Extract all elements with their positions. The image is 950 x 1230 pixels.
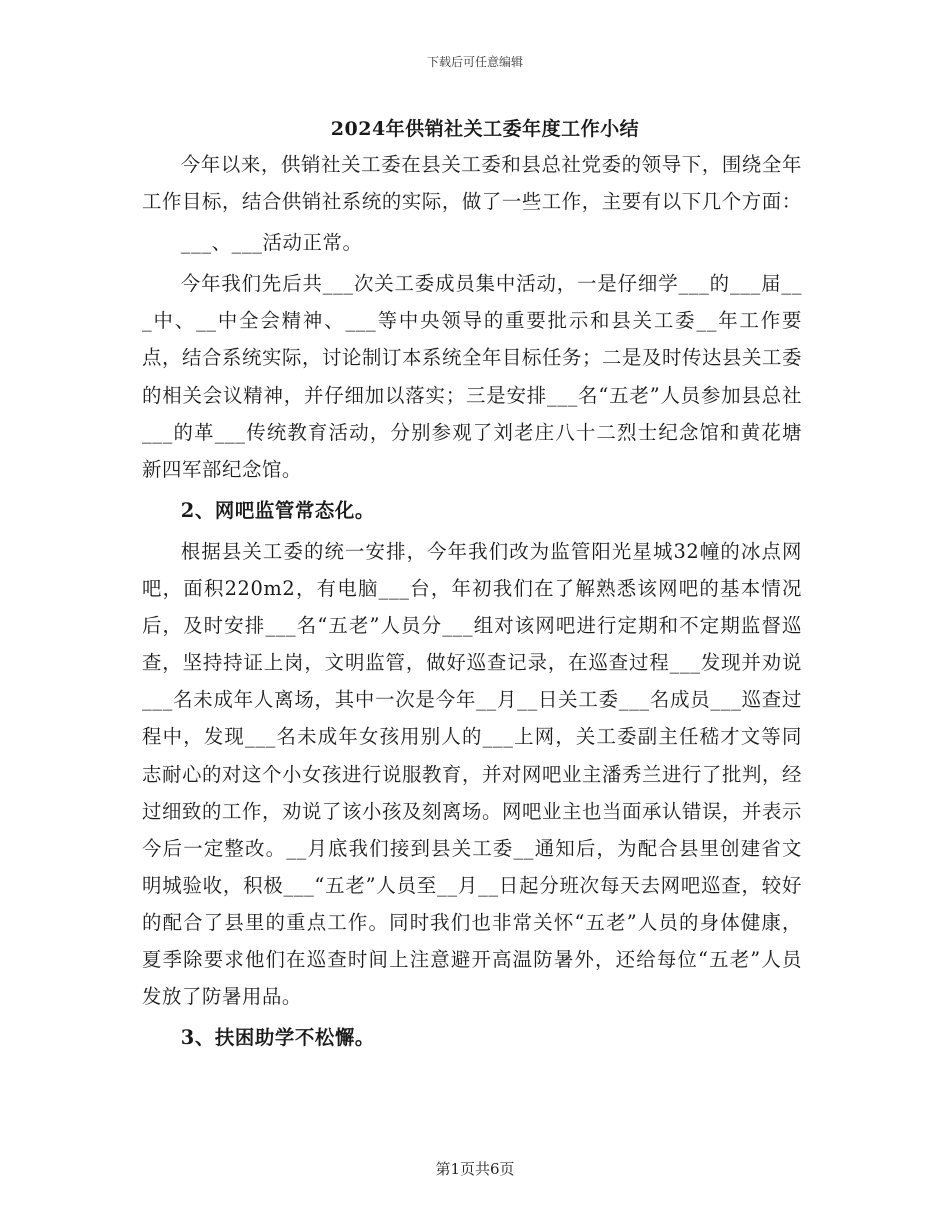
- page-header-note: 下载后可任意编辑: [426, 55, 523, 69]
- intro-paragraph: 今年以来，供销社关工委在县关工委和县总社党委的领导下，围绕全年工作目标，结合供销社系统的实际，做了一些工作，主要有以下几个方面：: [142, 153, 802, 214]
- section-2-heading: 2、网吧监管常态化。: [180, 498, 375, 522]
- section-3-heading: 3、扶困助学不松懈。: [180, 1026, 375, 1050]
- section-1-heading: ___、___活动正常。: [180, 231, 363, 255]
- page-number-footer: 第1页共6页: [435, 1160, 515, 1178]
- section-2-paragraph: 根据县关工委的统一安排，今年我们改为监管阳光星城32幢的冰点网吧，面积220m2，有电脑___台，年初我们在了解熟悉该网吧的基本情况后，及时安排___名“五老”人员分___组对该网吧进行定期和不定期监督巡查，坚持持证上岗，文明监管，做好巡查记录，在巡查过程___发现并劝说___名未成年人离场，其中一次是今年__月__日关工委___名成员___巡查过程中，发现___名未成年女孩用别人的___上网，关工委副主任嵇才文等同志耐心的对这个小女孩进行说服教育，并对网吧业主潘秀兰进行了批判，经过细致的工作，劝说了该小孩及刻离场。网吧业主也当面承认错误，并表示今后一定整改。__月底我们接到县关工委__通知后，为配合县里创建省文明城验收，积极___“五老”人员至__月__日起分班次每天去网吧巡查，较好的配合了县里的重点工作。同时我们也非常关怀“五老”人员的身体健康，夏季除要求他们在巡查时间上注意避开高温防暑外，还给每位“五老”人员发放了防暑用品。: [142, 539, 802, 1009]
- section-1-paragraph: 今年我们先后共___次关工委成员集中活动，一是仔细学___的___届___中、__中全会精神、___等中央领导的重要批示和县关工委__年工作要点，结合系统实际，讨论制订本系统全年目标任务；二是及时传达县关工委的相关会议精神，并仔细加以落实；三是安排___名“五老”人员参加县总社___的革___传统教育活动，分别参观了刘老庄八十二烈士纪念馆和黄花塘新四军部纪念馆。: [142, 272, 802, 481]
- document-title: 2024年供销社关工委年度工作小结: [330, 118, 640, 140]
- document-body: [142, 112, 802, 1056]
